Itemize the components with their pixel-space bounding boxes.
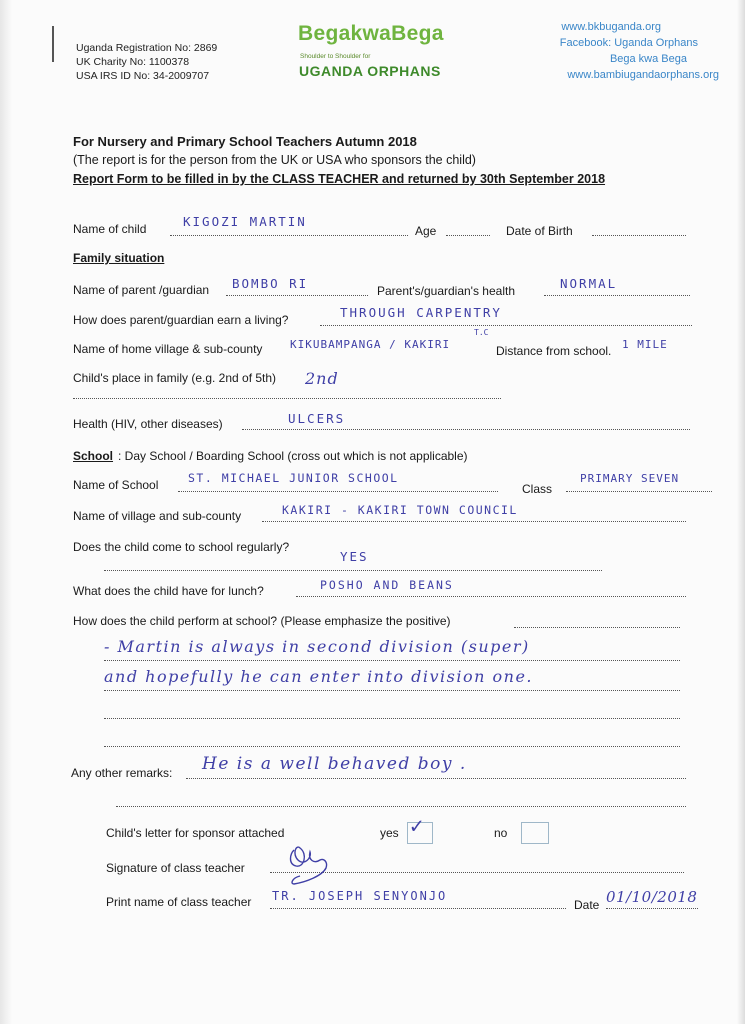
registration-uk: UK Charity No: 1100378 <box>76 56 190 68</box>
binder-mark <box>52 26 54 62</box>
dotted-line <box>320 325 692 326</box>
answer-parent-health: NORMAL <box>560 276 618 291</box>
dotted-line <box>446 235 490 236</box>
website-link[interactable]: www.bkbuganda.org <box>561 21 661 33</box>
label-print-name: Print name of class teacher <box>106 895 252 909</box>
form-subheading: (The report is for the person from the UK or USA who sponsors the child) <box>73 153 476 167</box>
dotted-line <box>544 295 690 296</box>
answer-lunch: POSHO AND BEANS <box>320 578 454 592</box>
facebook-page-name: Bega kwa Bega <box>609 53 687 65</box>
logo-title: BegakwaBega <box>298 22 444 45</box>
website-link-2[interactable]: www.bambiugandaorphans.org <box>567 69 719 81</box>
dotted-line <box>606 908 698 909</box>
label-village: Name of home village & sub-county <box>73 342 263 356</box>
dotted-line <box>566 491 712 492</box>
scan-edge-right <box>737 0 745 1024</box>
dotted-line <box>186 778 686 779</box>
label-class: Class <box>522 482 553 496</box>
form-heading: For Nursery and Primary School Teachers Autumn 2018 <box>73 134 417 149</box>
answer-distance: 1 MILE <box>622 338 668 351</box>
logo-subtitle: UGANDA ORPHANS <box>299 63 441 79</box>
dotted-line <box>104 690 680 691</box>
dotted-line <box>170 235 408 236</box>
check-mark-icon: ✓ <box>410 814 424 839</box>
label-date: Date <box>574 898 600 912</box>
label-dob: Date of Birth <box>506 224 573 238</box>
dotted-line <box>226 295 368 296</box>
section-school: School <box>73 449 114 463</box>
label-school-village: Name of village and sub-county <box>73 509 242 523</box>
label-regular: Does the child come to school regularly? <box>73 540 290 554</box>
dotted-line <box>296 596 686 597</box>
label-place-in-family: Child's place in family (e.g. 2nd of 5th) <box>73 371 277 385</box>
label-distance: Distance from school. <box>496 344 612 358</box>
registration-uganda: Uganda Registration No: 2869 <box>76 42 218 54</box>
label-school-type: : Day School / Boarding School (cross out which is not applicable) <box>118 449 468 463</box>
answer-perform-line-1: - Martin is always in second division (super) <box>104 637 530 656</box>
label-parent: Name of parent /guardian <box>73 283 210 297</box>
label-age: Age <box>415 224 437 238</box>
dotted-line <box>73 398 501 399</box>
answer-health: ULCERS <box>288 411 346 426</box>
answer-class: PRIMARY SEVEN <box>580 472 680 485</box>
dotted-line <box>242 429 690 430</box>
dotted-line <box>592 235 686 236</box>
form-instruction: Report Form to be filled in by the CLASS TEACHER and returned by 30th September 2018 <box>73 172 606 186</box>
label-name-of-child: Name of child <box>73 222 147 236</box>
answer-parent: BOMBO RI <box>232 276 309 291</box>
label-yes: yes <box>380 826 399 840</box>
teacher-signature <box>282 840 342 890</box>
dotted-line <box>104 660 680 661</box>
answer-regular: YES <box>340 549 369 564</box>
section-family-situation: Family situation <box>73 251 165 265</box>
facebook-link[interactable]: Facebook: Uganda Orphans <box>559 37 698 49</box>
answer-place-in-family: 2nd <box>305 369 339 388</box>
dotted-line <box>104 718 680 719</box>
answer-remarks: He is a well behaved boy . <box>202 754 467 774</box>
answer-name-of-child: KIGOZI MARTIN <box>183 214 307 229</box>
checkbox-no[interactable] <box>521 822 549 844</box>
dotted-line <box>262 521 686 522</box>
dotted-line <box>178 491 498 492</box>
dotted-line <box>270 908 566 909</box>
label-remarks: Any other remarks: <box>71 766 173 780</box>
dotted-line <box>116 806 686 807</box>
label-parent-health: Parent's/guardian's health <box>377 284 516 298</box>
label-perform: How does the child perform at school? (Please emphasize the positive) <box>73 614 451 628</box>
answer-village-note: T.C <box>474 328 489 337</box>
dotted-line <box>514 627 680 628</box>
answer-village: KIKUBAMPANGA / KAKIRI <box>290 338 451 351</box>
label-no: no <box>494 826 508 840</box>
dotted-line <box>104 746 680 747</box>
dotted-line <box>104 570 602 571</box>
answer-school-village: KAKIRI - KAKIRI TOWN COUNCIL <box>282 503 518 517</box>
label-signature: Signature of class teacher <box>106 861 245 875</box>
label-lunch: What does the child have for lunch? <box>73 584 264 598</box>
label-letter-attached: Child's letter for sponsor attached <box>106 826 285 840</box>
answer-perform-line-2: and hopefully he can enter into division one. <box>104 667 533 686</box>
label-health: Health (HIV, other diseases) <box>73 417 223 431</box>
registration-usa: USA IRS ID No: 34-2009707 <box>76 70 210 82</box>
label-earn: How does parent/guardian earn a living? <box>73 313 289 327</box>
label-school-name: Name of School <box>73 478 159 492</box>
scan-edge-left <box>0 0 12 1024</box>
answer-print-name: TR. JOSEPH SENYONJO <box>272 889 448 903</box>
answer-school-name: ST. MICHAEL JUNIOR SCHOOL <box>188 471 399 485</box>
answer-earn: THROUGH CARPENTRY <box>340 305 502 320</box>
answer-date: 01/10/2018 <box>606 888 698 906</box>
logo-tagline: Shoulder to Shoulder for <box>300 53 371 60</box>
